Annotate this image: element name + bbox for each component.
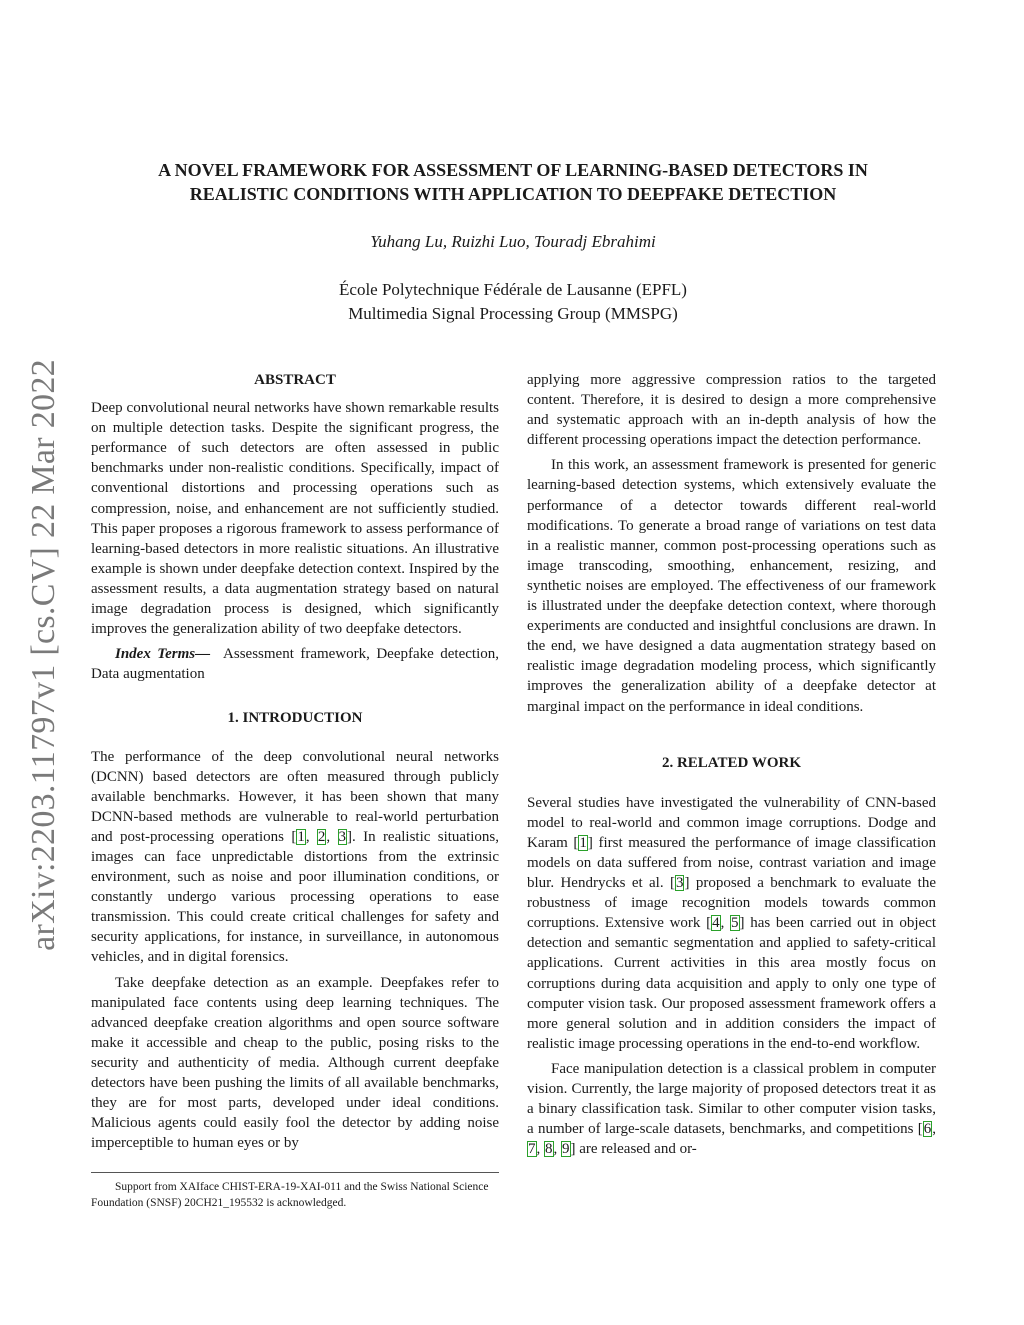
citation-link[interactable]: 1	[297, 828, 305, 845]
citation-link[interactable]: 3	[338, 828, 347, 845]
citation-link[interactable]: 8	[545, 1141, 553, 1158]
intro-p1-text-b: ]. In realistic situations, images can face unpredictable distortions from the extrinsic environment, such as noise and poor illumination conditions, or constantly undergo various processing operations to ease transmission. This could create critical challenges for safety and security applications, for instance, in surveillance, in autonomous vehicles, and in digital forensics.	[91, 828, 500, 966]
related-p2-text-a: Face manipulation detection is a classical problem in computer vision. Currently, the large majority of proposed detectors treat it as a binary classification task. Similar to other computer vision tasks, a number of large-scale datasets, benchmarks, and competitions [	[527, 1060, 936, 1138]
related-p1-text-b: ] first measured the performance of image classification models on data suffered from noise, contrast variation and image blur. Hendrycks et al. [	[527, 834, 936, 892]
footnote	[91, 1172, 499, 1211]
citation-link[interactable]: 7	[528, 1141, 536, 1158]
title-line-2: REALISTIC CONDITIONS WITH APPLICATION TO DEEPFAKE DETECTION	[189, 184, 837, 204]
intro-paragraph-3: applying more aggressive compression ratios to the targeted content. Therefore, it is desired to design a more comprehensive and systematic approach with an in-depth analysis of how the different processing operations impact the detection performance.	[527, 372, 936, 449]
intro-paragraph-2: Take deepfake detection as an example. Deepfakes refer to manipulated face contents using deep learning techniques. The advanced deepfake creation algorithms and open source software make it accessible and cheap to the public, posing risks to the security and authenticity of media. Although current deepfake detectors have been pushing the limits of all available benchmarks, they are for most parts, developed under ideal conditions. Malicious agents could easily fool the detector by adding noise imperceptible to human eyes or by	[91, 974, 499, 1152]
intro-paragraph-4: In this work, an assessment framework is presented for generic learning-based detection systems, which extensively evaluate the performance of a detector towards different real-world modifications. To generate a broad range of variations on test data in a realistic manner, common post-processing operations such as image transcoding, smoothing, enhancement, resizing, and synthetic noises are employed. The effectiveness of our framework is illustrated under the deepfake detection context, where thorough experiments are conducted and insightful conclusions are drawn. In the end, we have designed a data augmentation strategy based on realistic image degradation modeling process, which significantly improves the generalization ability of a deepfake detector at marginal impact on the performance in ideal conditions.	[527, 457, 936, 715]
related-p1-text-c: ] proposed a benchmark to evaluate the robustness of image recognition models towards common corruptions. Extensive work [	[527, 875, 936, 932]
affiliation	[90, 278, 936, 326]
title-line-1: A NOVEL FRAMEWORK FOR ASSESSMENT OF LEARNING-BASED DETECTORS IN	[158, 160, 868, 180]
affiliation-line-1: École Polytechnique Fédérale de Lausanne (EPFL)	[339, 280, 687, 299]
arxiv-side-stamp: arXiv:2203.11797v1 [cs.CV] 22 Mar 2022	[25, 359, 62, 951]
citation-link[interactable]: 6	[923, 1121, 932, 1138]
footnote-text: Support from XAIface CHIST-ERA-19-XAI-011 and the Swiss National Science Foundation (SNSF) 20CH21_195532 is acknowledged.	[91, 1181, 489, 1209]
index-terms-label: Index Terms—	[115, 646, 211, 663]
index-terms	[91, 644, 499, 684]
paper-title	[90, 158, 936, 206]
related-work-heading: 2. RELATED WORK	[661, 754, 802, 771]
citation-link[interactable]: 5	[731, 915, 739, 932]
left-column	[91, 370, 499, 1153]
related-paragraph-1: Several studies have investigated the vulnerability of CNN-based model to real-world and common image corruptions. Dodge and Karam [1] first measured the performance of image classification models on data suffered from noise, contrast variation and image blur. Hendrycks et al. [3] proposed a benchmark to evaluate the robustness of image recognition models towards common corruptions. Extensive work [4, 5] has been carried out in object detection and semantic segmentation and applied to safety-critical applications. Current activities in this area mostly focus on corruptions during data acquisition and apply to only one type of computer vision task. Our proposed assessment framework offers a more general solution and in addition considers the impact of realistic image processing operations in the end-to-end workflow.	[527, 794, 937, 1052]
affiliation-line-2: Multimedia Signal Processing Group (MMSPG)	[348, 304, 678, 323]
citation-link[interactable]: 1	[579, 834, 587, 851]
related-p1-text-a: Several studies have investigated the vulnerability of CNN-based model to real-world and common image corruptions. Dodge and Karam [	[527, 794, 936, 851]
intro-p1-text-a: The performance of the deep convolutional neural networks (DCNN) based detectors are often measured through publicly available benchmarks. However, it has been shown that many DCNN-based methods are vulnerable to real-world perturbation and post-processing operations [	[91, 748, 499, 845]
related-p1-text-d: ] has been carried out in object detection and semantic segmentation and applied to safety-critical applications. Current activities in this area mostly focus on corruptions during data acquisition and apply to only one type of computer vision task. Our proposed assessment framework offers a more general solution and in addition considers the impact of realistic image processing operations in the end-to-end workflow.	[527, 915, 937, 1052]
citation-link[interactable]: 2	[317, 828, 326, 845]
related-paragraph-2: Face manipulation detection is a classical problem in computer vision. Currently, the large majority of proposed detectors treat it as a binary classification task. Similar to other computer vision tasks, a number of large-scale datasets, benchmarks, and competitions [6, 7, 8, 9] are released and or-	[527, 1060, 936, 1158]
intro-heading: 1. INTRODUCTION	[227, 710, 363, 727]
related-p2-text-b: ] are released and or-	[570, 1141, 697, 1158]
abstract-heading: ABSTRACT	[254, 372, 336, 388]
intro-paragraph-1: The performance of the deep convolutional neural networks (DCNN) based detectors are often measured through publicly available benchmarks. However, it has been shown that many DCNN-based methods are vulnerable to real-world perturbation and post-processing operations [1, 2, 3]. In realistic situations, images can face unpredictable distortions from the extrinsic environment, such as noise and poor illumination conditions, or constantly undergo various processing operations to ease transmission. This could create critical challenges for safety and security applications, for instance, in surveillance, in autonomous vehicles, and in digital forensics.	[91, 748, 500, 966]
abstract-text: Deep convolutional neural networks have shown remarkable results on multiple detection tasks. Despite the significant progress, the performance of such detectors are often assessed in public benchmarks under non-realistic conditions. Specifically, impact of conventional distortions and processing operations such as compression, noise, and enhancement are not sufficiently studied. This paper proposes a rigorous framework to assess performance of learning-based detectors in more realistic situations. An illustrative example is shown under deepfake detection context. Inspired by the assessment results, a data augmentation strategy based on natural image degradation process is designed, which significantly improves the generalization ability of two deepfake detectors.	[91, 400, 499, 638]
citation-link[interactable]: 4	[712, 915, 720, 932]
index-terms-text: Assessment framework, Deepfake detection, Data augmentation	[91, 646, 499, 683]
citation-link[interactable]: 9	[562, 1141, 570, 1158]
right-column	[527, 370, 936, 1159]
authors: Yuhang Lu, Ruizhi Luo, Touradj Ebrahimi	[370, 232, 656, 251]
citation-link[interactable]: 3	[675, 875, 684, 892]
